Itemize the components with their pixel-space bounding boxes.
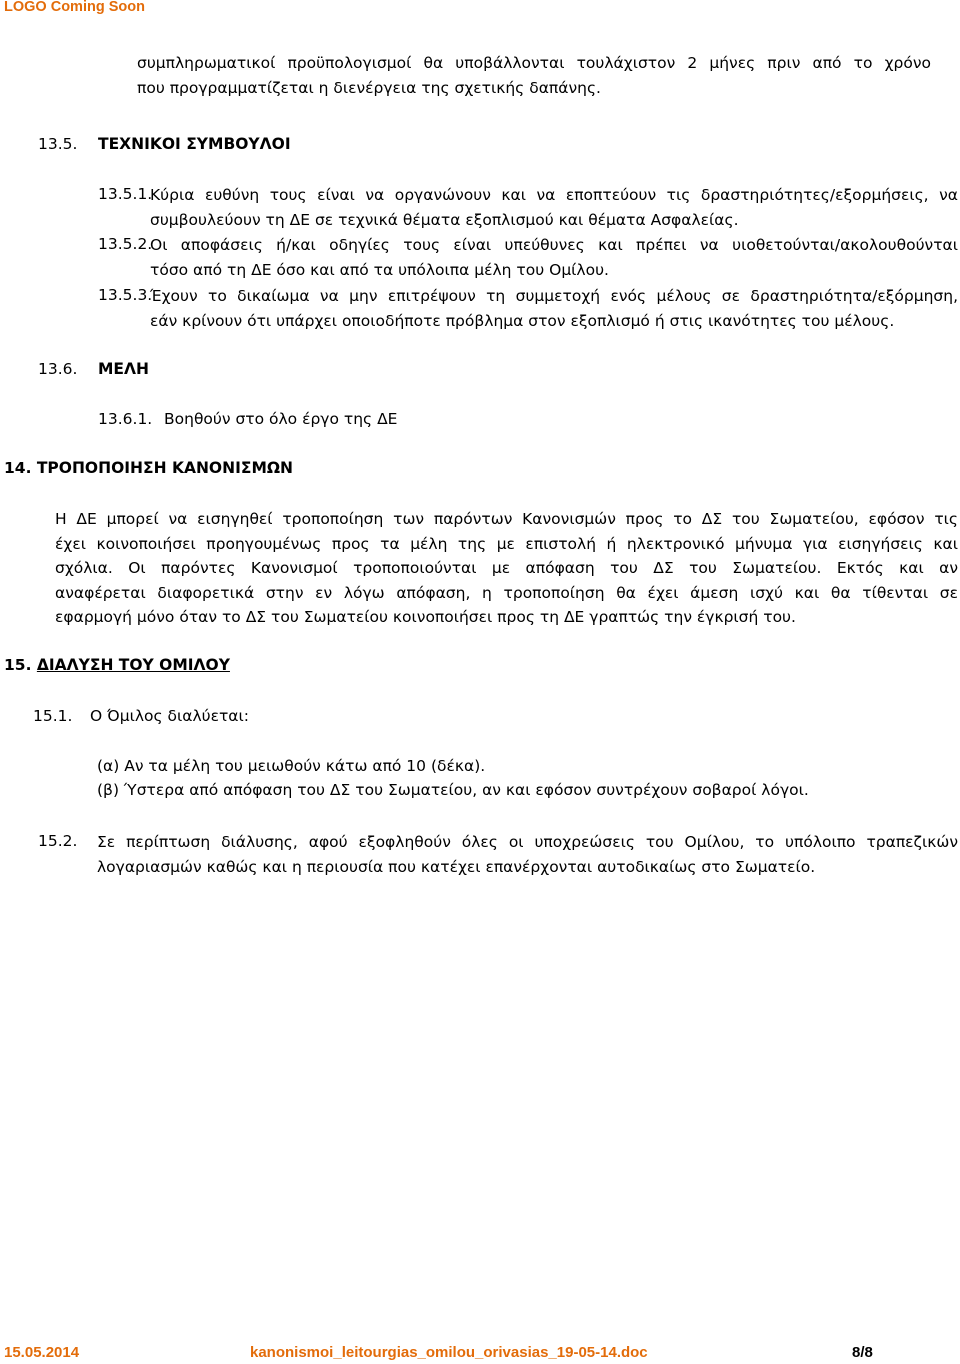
footer-date: 15.05.2014 bbox=[4, 1344, 80, 1361]
item-13-5-3-line-2: εάν κρίνουν ότι υπάρχει οποιοδήποτε πρόβλημα στον εξοπλισμό ή στις ικανότητες του μέλους. bbox=[150, 311, 895, 330]
section-15-heading bbox=[4, 656, 230, 674]
logo-text: LOGO Coming Soon bbox=[4, 0, 145, 15]
section-14-line: αναφέρεται διαφορετικά στην εν λόγω απόφαση, η τροποποίηση θα έχει άμεση ισχύ και θα τίθενται σε bbox=[55, 583, 958, 602]
footer-filename: kanonismoi_leitourgias_omilou_orivasias_19-05-14.doc bbox=[250, 1344, 648, 1361]
section-13-5-title: ΤΕΧΝΙΚΟΙ ΣΥΜΒΟΥΛΟΙ bbox=[98, 135, 291, 153]
item-13-5-2-line-2: τόσο από τη ΔΕ όσο και από τα υπόλοιπα μέλη του Ομίλου. bbox=[150, 260, 609, 279]
section-13-6-title: ΜΕΛΗ bbox=[98, 360, 149, 378]
item-13-5-1-text bbox=[150, 183, 958, 232]
item-15-1-number: 15.1. bbox=[33, 707, 73, 725]
section-13-6-number: 13.6. bbox=[38, 360, 78, 378]
item-15-1-b: (β) Ύστερα από απόφαση του ΔΣ του Σωματείου, αν και εφόσον συντρέχουν σοβαροί λόγοι. bbox=[97, 781, 809, 799]
item-13-5-3-number: 13.5.3. bbox=[98, 286, 153, 304]
section-14-line: σχόλια. Οι παρόντες Κανονισμοί τροποποιούνται με απόφαση του ΔΣ του Σωματείου. Εκτός και αν bbox=[55, 559, 958, 577]
section-13-5-number: 13.5. bbox=[38, 135, 78, 153]
footer-page-number: 8/8 bbox=[852, 1344, 873, 1361]
section-14-line: έχει κοινοποιήσει προηγουμένως προς τα μέλη της με επιστολή ή ηλεκτρονικό μήνυμα για εισηγήσεις και bbox=[55, 534, 958, 553]
item-13-6-1-text: Βοηθούν στο όλο έργο της ΔΕ bbox=[164, 410, 398, 428]
intro-paragraph bbox=[137, 51, 931, 100]
item-13-5-3-line-1: Έχουν το δικαίωμα να μην επιτρέψουν τη συμμετοχή ενός μέλους σε δραστηριότητα/εξόρμηση, bbox=[150, 287, 958, 305]
item-13-5-1-line-2: συμβουλεύουν τη ΔΕ σε τεχνικά θέματα εξοπλισμού και θέματα Ασφαλείας. bbox=[150, 210, 739, 229]
item-15-2-line-1: Σε περίπτωση διάλυσης, αφού εξοφληθούν όλες οι υποχρεώσεις του Ομίλου, το υπόλοιπο τραπεζικών bbox=[97, 833, 958, 851]
section-15-heading-text: ΔΙΑΛΥΣΗ ΤΟΥ ΟΜΙΛΟΥ bbox=[36, 656, 230, 674]
section-14-line: εφαρμογή μόνο όταν το ΔΣ του Σωματείου κοινοποιήσει προς τη ΔΕ γραπτώς την έγκρισή του. bbox=[55, 608, 796, 626]
item-13-5-1-line-1: Κύρια ευθύνη τους είναι να οργανώνουν και να εποπτεύουν τις δραστηριότητες/εξορμήσεις, να bbox=[150, 186, 958, 204]
section-14-heading: 14. ΤΡΟΠΟΠΟΙΗΣΗ ΚΑΝΟΝΙΣΜΩΝ bbox=[4, 459, 294, 477]
item-13-5-1-number: 13.5.1. bbox=[98, 185, 153, 203]
item-15-2-number: 15.2. bbox=[38, 832, 78, 850]
section-14-line: Η ΔΕ μπορεί να εισηγηθεί τροποποίηση των παρόντων Κανονισμών προς το ΔΣ του Σωματείου, εφόσον τις bbox=[55, 510, 958, 528]
item-13-6-1-number: 13.6.1. bbox=[98, 410, 153, 428]
intro-line-2: που προγραμματίζεται η διενέργεια της σχετικής δαπάνης. bbox=[137, 78, 601, 97]
item-13-5-2-line-1: Οι αποφάσεις ή/και οδηγίες τους είναι υπεύθυνες και πρέπει να υιοθετούνται/ακολουθούνται bbox=[150, 236, 958, 254]
section-14-paragraph bbox=[55, 507, 958, 630]
item-15-1-a: (α) Αν τα μέλη του μειωθούν κάτω από 10 (δέκα). bbox=[97, 757, 486, 775]
intro-line-1: συμπληρωματικοί προϋπολογισμοί θα υποβάλλονται τουλάχιστον 2 μήνες πριν από το χρόνο bbox=[137, 54, 931, 72]
section-15-heading-number: 15. bbox=[4, 656, 32, 674]
item-13-5-2-number: 13.5.2. bbox=[98, 235, 153, 253]
item-15-2-line-2: λογαριασμών καθώς και η περιουσία που κατέχει επανέρχονται αυτοδικαίως στο Σωματείο. bbox=[97, 857, 816, 876]
item-15-2-text bbox=[97, 830, 958, 879]
item-13-5-2-text bbox=[150, 233, 958, 282]
item-15-1-text: Ο Όμιλος διαλύεται: bbox=[90, 707, 249, 725]
item-13-5-3-text bbox=[150, 284, 958, 333]
